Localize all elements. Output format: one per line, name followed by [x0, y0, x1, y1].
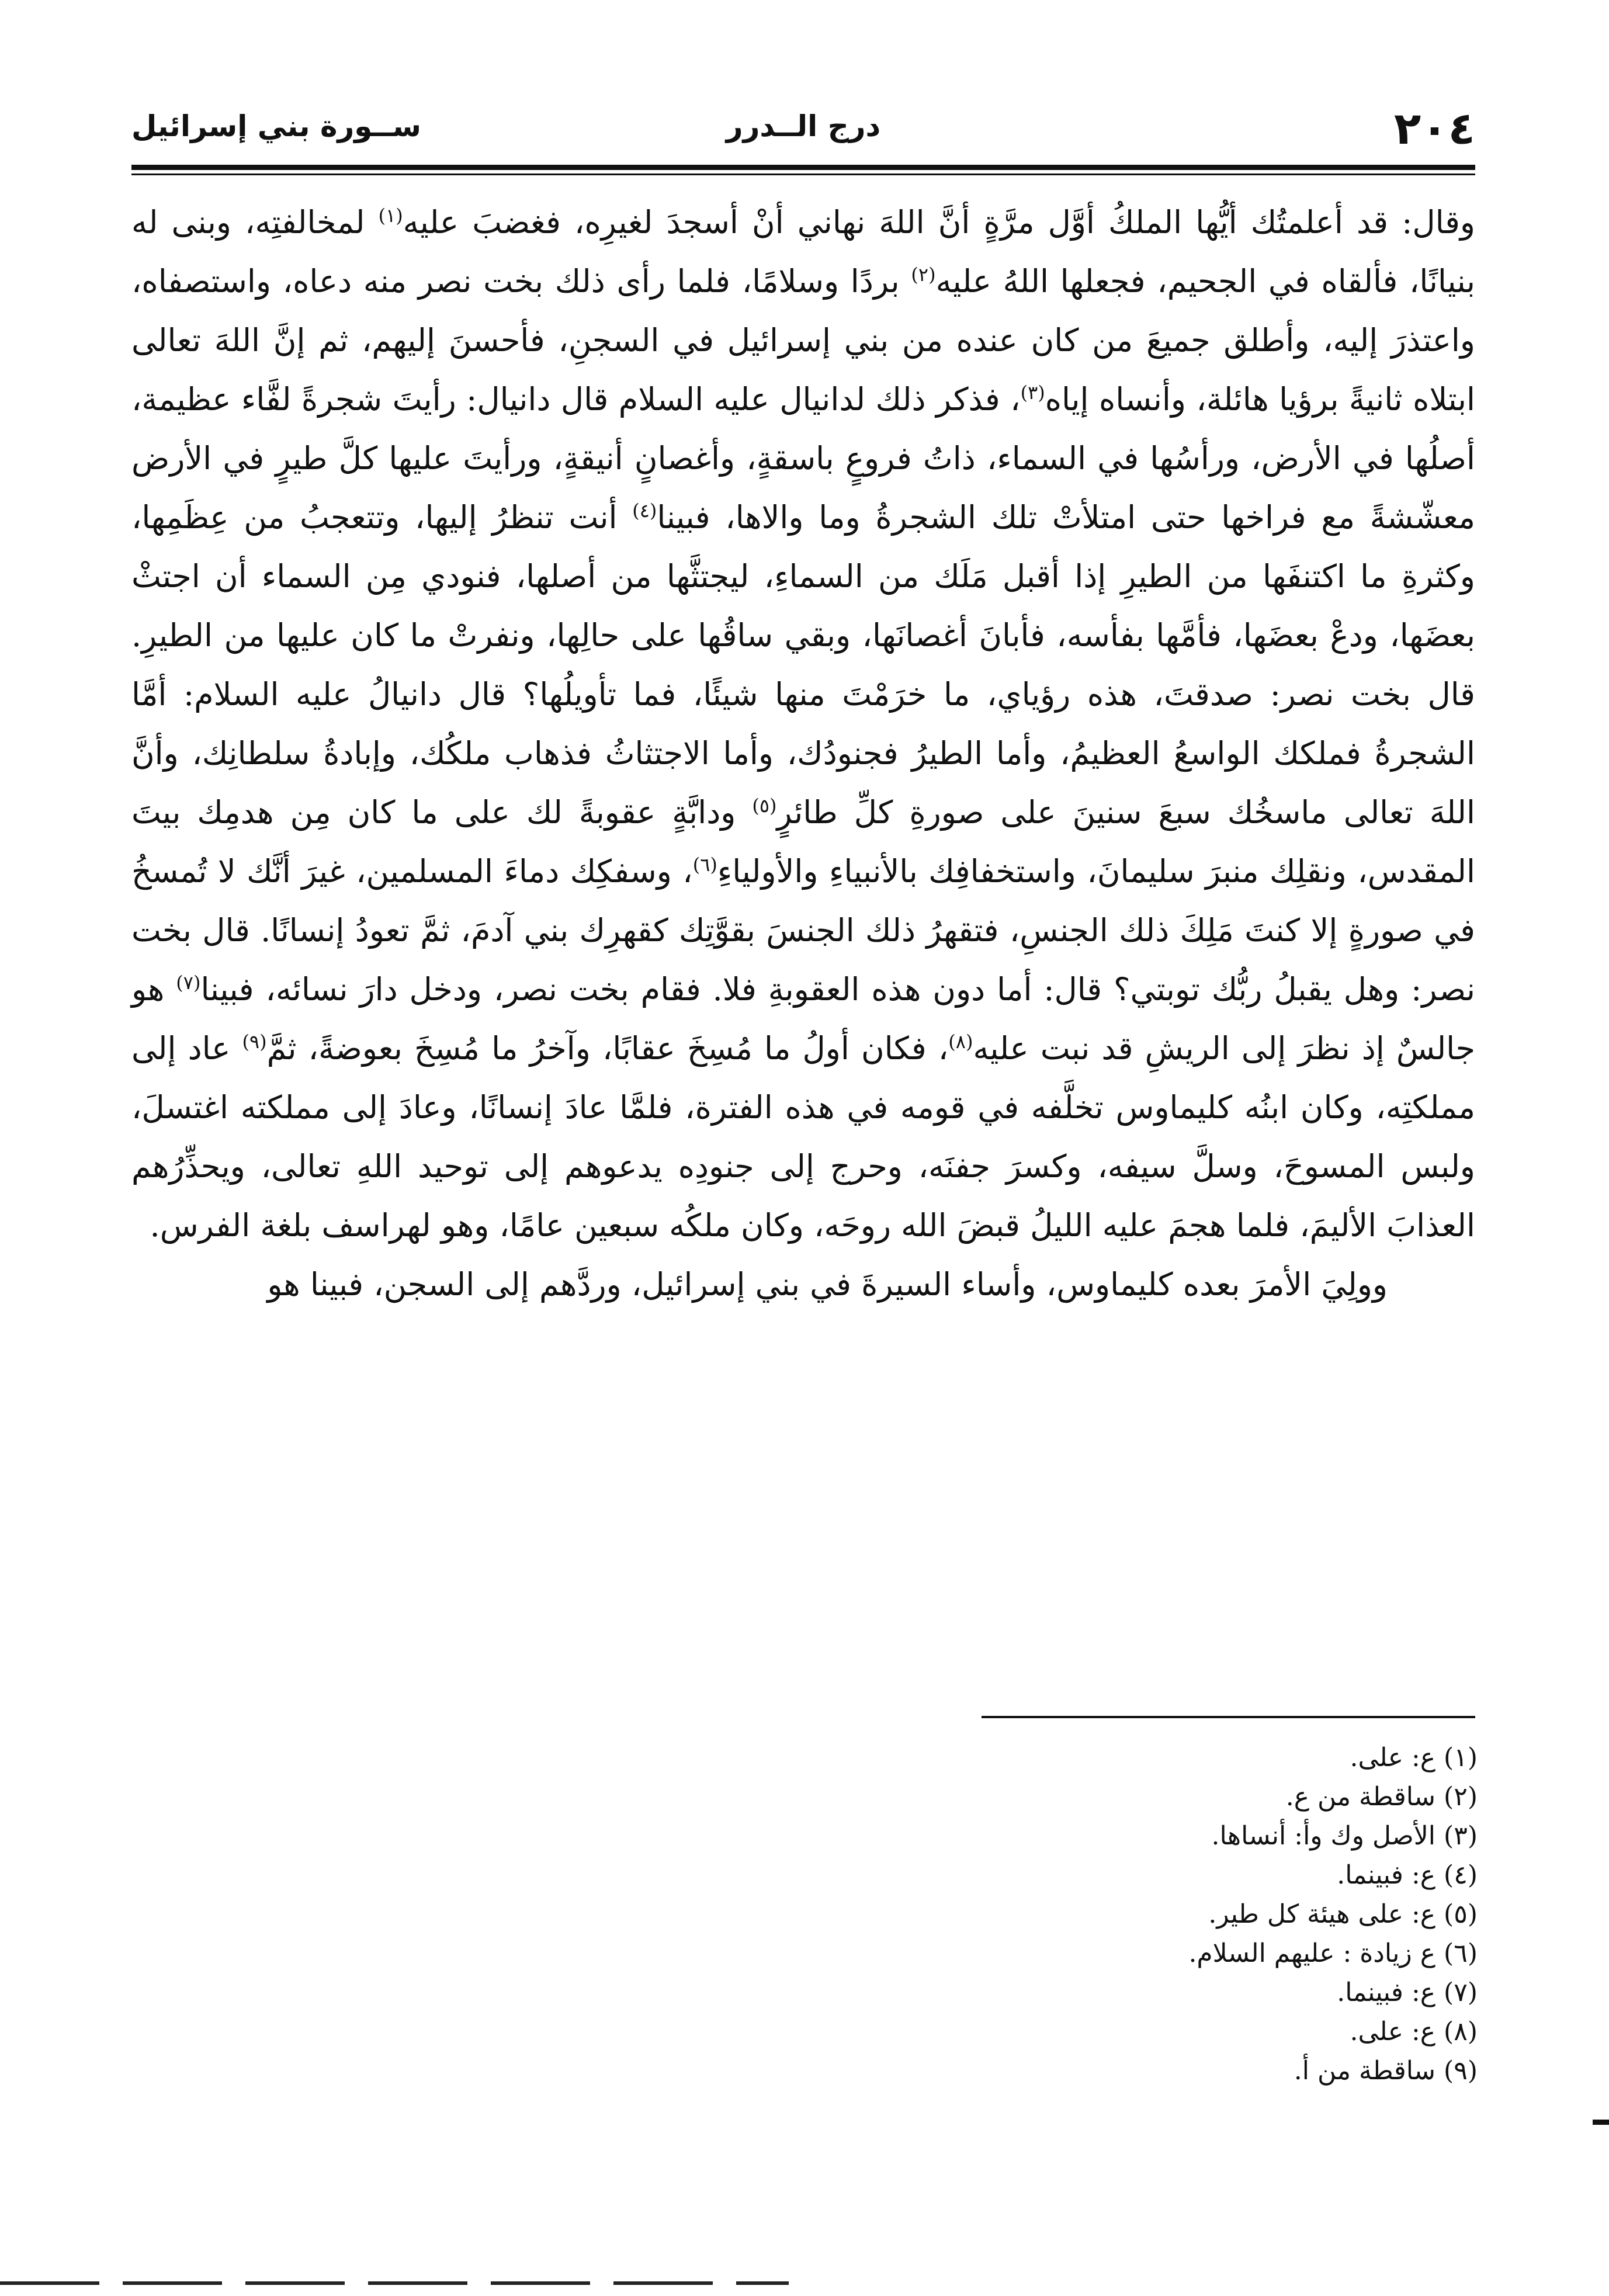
- footnote-marker: (٩): [242, 1031, 267, 1053]
- paragraph: [131, 193, 1475, 1255]
- page-header: [131, 96, 1475, 167]
- text-run: لمخالفتِه، وبنى له بنيانًا، فألقاه في الجحيم، فجعلها اللهُ عليه: [131, 204, 1475, 300]
- footnote-item: (٩) ساقطة من أ.: [1294, 2056, 1478, 2086]
- footnote-item: (٣) الأصل وك وأ: أنساها.: [1211, 1821, 1478, 1851]
- footnote-item: (٥) ع: على هيئة كل طير.: [1208, 1899, 1478, 1929]
- footnote-item: (٢) ساقطة من ع.: [1285, 1782, 1478, 1812]
- paragraph: [131, 1255, 1475, 1314]
- footnote-item: (٧) ع: فبينما.: [1337, 1978, 1478, 2007]
- text-run: ، فكان أولُ ما مُسِخَ عقابًا، وآخرُ ما مُسِخَ بعوضةً، ثمَّ: [266, 1030, 949, 1067]
- text-run: ودابَّةٍ عقوبةً لك على ما كان مِن هدمِك بيتَ المقدس، ونقلِك منبرَ سليمانَ، واستخفافِك بالأنبياءِ والأولياءِ: [131, 794, 1476, 890]
- text-run: هو جالسٌ إذ نظرَ إلى الريشِ قد نبت عليه: [131, 971, 1476, 1067]
- footnotes-list: [601, 1738, 1478, 2090]
- text-run: أنت تنظرُ إليها، وتتعجبُ من عِظَمِها، وكثرةِ ما اكتنفَها من الطيرِ إذا أقبل مَلَك من السماءِ، ليجتثَّها من أصلها، فنودي مِن السماء أن اجتثْ بعضَها، ودعْ بعضَها، فأمَّها بفأسه، فأبانَ أغصانَها، وبقي ساقُها على حالِها، ونفرتْ ما كان عليها من الطيرِ. قال بخت نصر: صدقتَ، هذه رؤياي، ما خرَمْتَ منها شيئًا، فما تأويلُها؟ قال دانيالُ عليه السلام: أمَّا الشجرةُ فملكك الواسعُ العظيمُ، وأما الطيرُ فجنودُك، وأما الاجتثاثُ فذهاب ملكُك، وإبادةُ سلطانِك، وأنَّ اللهَ تعالى ماسخُك سبعَ سنينَ على صورةِ كلِّ طائرٍ: [131, 499, 1475, 831]
- page-number: ٢٠٤: [1393, 102, 1475, 154]
- book-title: درج الــدرر: [726, 109, 881, 143]
- scan-edge-mark: [1593, 2120, 1609, 2125]
- footnote-marker: (٧): [176, 972, 201, 994]
- text-run: ، فذكر ذلك لدانيال عليه السلام قال دانيال: رأيتَ شجرةً لفَّاء عظيمة، أصلُها في الأرض، ورأسُها في السماء، ذاتُ فروعٍ باسقةٍ، وأغصانٍ أنيقةٍ، ورأيتَ عليها كلَّ طيرٍ في الأرض معشّشةً مع فراخها حتى امتلأتْ تلك الشجرةُ وما والاها، فبينا: [131, 381, 1475, 536]
- header-rule-thick: [131, 165, 1475, 170]
- footnote-marker: (٥): [752, 795, 777, 817]
- footnote-item: (٦) ع زيادة : عليهم السلام.: [1188, 1938, 1478, 1968]
- footnote-item: (٤) ع: فبينما.: [1337, 1860, 1478, 1890]
- text-run: بردًا وسلامًا، فلما رأى ذلك بخت نصر منه دعاه، واستصفاه، واعتذرَ إليه، وأطلق جميعَ من كان عنده من بني إسرائيل في السجنِ، فأحسنَ إليهم، ثم إنَّ اللهَ تعالى ابتلاه ثانيةً برؤيا هائلة، وأنساه إياه: [131, 263, 1475, 418]
- surah-title: ســورة بني إسرائيل: [131, 109, 421, 143]
- footnote-marker: (٣): [1020, 381, 1045, 404]
- footnote-marker: (٤): [632, 500, 657, 522]
- footnote-separator: [982, 1716, 1475, 1718]
- footnote-item: (٨) ع: على.: [1350, 2017, 1478, 2047]
- scan-bottom-dashes: [0, 2281, 789, 2285]
- footnote-item: (١) ع: على.: [1350, 1743, 1478, 1773]
- main-text: [131, 193, 1475, 1314]
- footnote-marker: (٦): [692, 854, 717, 876]
- footnote-marker: (٢): [911, 263, 936, 286]
- text-run: وولِيَ الأمرَ بعده كليماوس، وأساء السيرةَ في بني إسرائيل، وردَّهم إلى السجن، فبينا هو: [267, 1266, 1388, 1303]
- text-run: عاد إلى مملكتِه، وكان ابنُه كليماوس تخلَّفه في قومه في هذه الفترة، فلمَّا عادَ إنسانًا، وعادَ إلى مملكته اغتسلَ، ولبس المسوحَ، وسلَّ سيفه، وكسرَ جفنَه، وحرج إلى جنودِه يدعوهم إلى توحيد اللهِ تعالى، ويحذِّرُهم العذابَ الأليمَ، فلما هجمَ عليه الليلُ قبضَ الله روحَه، وكان ملكُه سبعين عامًا، وهو لهراسف بلغة الفرس.: [131, 1030, 1475, 1244]
- footnote-marker: (١): [378, 204, 403, 227]
- footnote-marker: (٨): [948, 1031, 973, 1053]
- text-run: وقال: قد أعلمتُك أيُّها الملكُ أوَّل مرَّةٍ أنَّ اللهَ نهاني أنْ أسجدَ لغيرِه، فغضبَ عليه: [403, 204, 1475, 241]
- text-run: ، وسفكِك دماءَ المسلمين، غيرَ أنَّك لا تُمسخُ في صورةٍ إلا كنتَ مَلِكَ ذلك الجنسِ، فتقهرُ ذلك الجنسَ بقوَّتِك كقهرِك بني آدمَ، ثمَّ تعودُ إنسانًا. قال بخت نصر: وهل يقبلُ ربُّك توبتي؟ قال: أما دون هذه العقوبةِ فلا. فقام بخت نصر، ودخل دارَ نسائه، فبينا: [131, 853, 1475, 1008]
- header-rule-thin: [131, 174, 1475, 175]
